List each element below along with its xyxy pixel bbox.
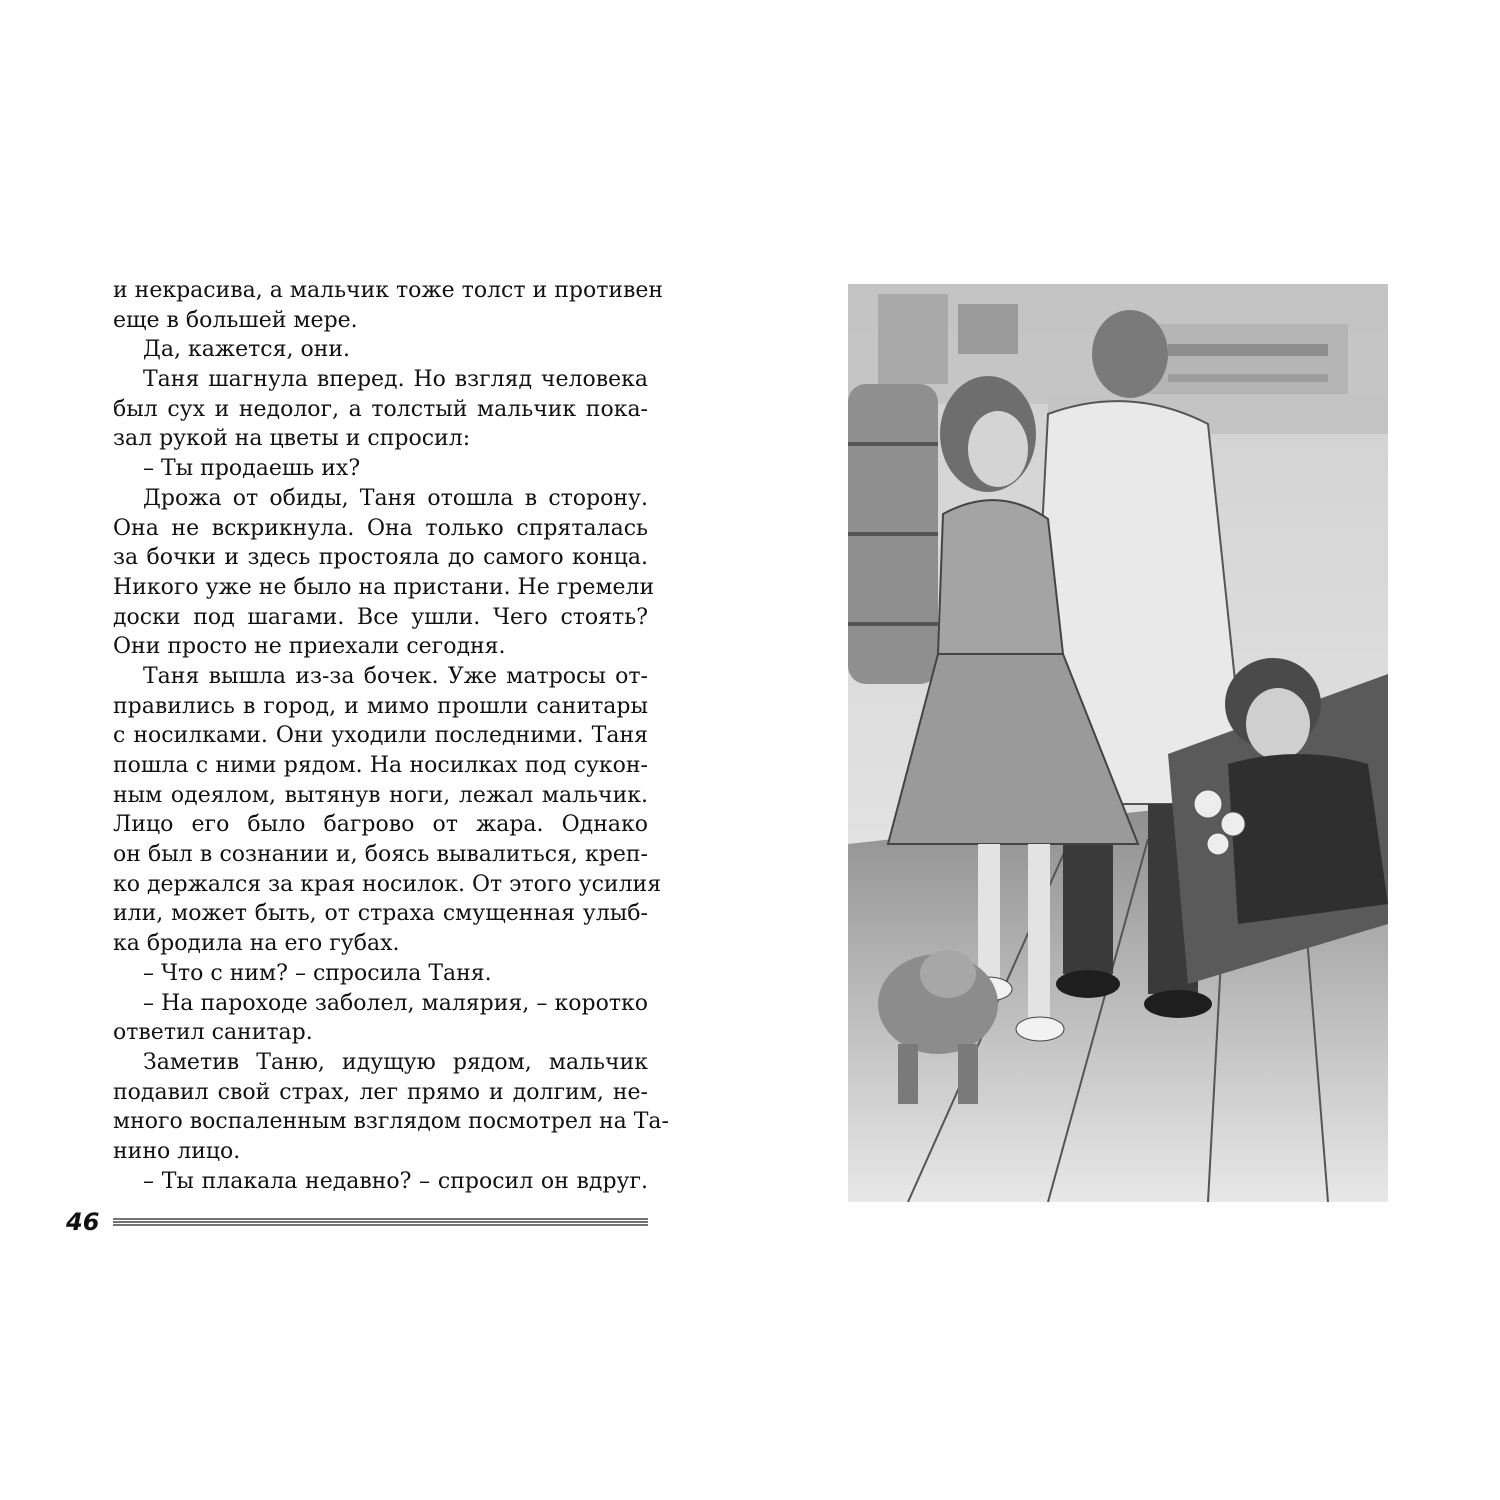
text-line: Никого уже не было на пристани. Не гремели — [113, 574, 655, 600]
text-line: Дрожа от обиды, Таня отошла в сторону. — [143, 485, 648, 511]
text-line: ным одеялом, вытянув ноги, лежал мальчик. — [113, 782, 648, 808]
text-line: – На пароходе заболел, малярия, – коротко — [143, 990, 648, 1016]
body-text — [113, 276, 669, 1196]
text-line: нино лицо. — [113, 1138, 241, 1164]
text-line: зал рукой на цветы и спросил: — [113, 426, 471, 452]
text-line: ка бродила на его губах. — [113, 931, 400, 957]
text-line: Таня шагнула вперед. Но взгляд человека — [143, 367, 648, 393]
text-line: Лицо его было багрово от жара. Однако — [113, 812, 648, 838]
text-line: Они просто не приехали сегодня. — [113, 634, 506, 660]
text-line: с носилками. Они уходили последними. Таня — [113, 723, 648, 749]
text-line: – Ты продаешь их? — [143, 456, 361, 482]
text-line: или, может быть, от страха смущенная улыб- — [113, 901, 648, 927]
page-number: 46 — [66, 1208, 100, 1236]
illustration — [848, 284, 1388, 1202]
text-line: Таня вышла из-за бочек. Уже матросы от- — [143, 663, 648, 689]
text-line: Заметив Таню, идущую рядом, мальчик — [143, 1049, 648, 1075]
illustration-drawing — [848, 284, 1388, 1202]
text-line: был сух и недолог, а толстый мальчик пока- — [113, 396, 648, 422]
footer-rule — [113, 1218, 648, 1226]
text-line: Да, кажется, они. — [143, 337, 351, 363]
text-line: доски под шагами. Все ушли. Чего стоять? — [113, 604, 648, 630]
page-footer — [66, 1207, 648, 1237]
text-line: пошла с ними рядом. На носилках под сукон- — [113, 753, 648, 778]
text-line: он был в сознании и, боясь вывалиться, креп- — [113, 842, 648, 868]
text-line: правились в город, и мимо прошли санитары — [113, 693, 648, 719]
text-line: подавил свой страх, лег прямо и долгим, не- — [113, 1079, 648, 1105]
text-line: ответил санитар. — [113, 1020, 313, 1046]
text-line: ко держался за края носилок. От этого усилия — [113, 871, 662, 897]
text-line: и некрасива, а мальчик тоже толст и противен — [113, 278, 664, 303]
text-line: – Ты плакала недавно? – спросил он вдруг. — [143, 1168, 648, 1194]
text-line: за бочки и здесь простояла до самого конца. — [113, 545, 648, 571]
text-line: Она не вскрикнула. Она только спряталась — [113, 515, 648, 541]
text-line: – Что с ним? – спросила Таня. — [143, 960, 492, 986]
text-line: много воспаленным взглядом посмотрел на Та- — [113, 1109, 669, 1135]
text-line: еще в большей мере. — [113, 307, 358, 333]
